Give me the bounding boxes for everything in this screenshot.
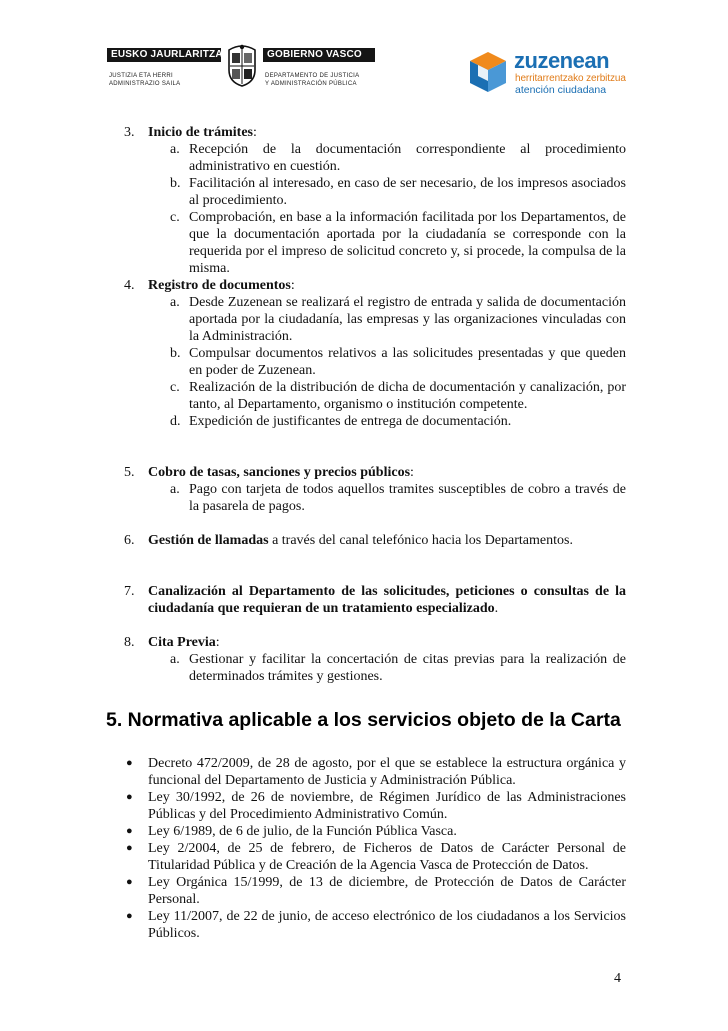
item-5-title: Cobro de tasas, sanciones y precios públicos <box>148 465 411 480</box>
item-6-heading <box>148 532 626 549</box>
zuzenean-cube-icon <box>466 50 510 94</box>
basque-government-logo <box>107 44 377 104</box>
item-8-title: Cita Previa <box>148 635 216 650</box>
zuzenean-logo <box>466 50 631 110</box>
item-7-heading <box>148 583 626 617</box>
item-4c-text: Realización de la distribución de dicha de documentación y canalización, por tanto, al Departamento, organismo o institución competente. <box>189 380 626 412</box>
law-bullet-3: Ley 6/1989, de 6 de julio, de la Función Pública Vasca. <box>148 824 457 839</box>
item-4c-number: c. <box>170 380 180 395</box>
bullet-dot-1: ● <box>126 757 133 769</box>
gobierno-vasco-subtitle <box>265 72 359 88</box>
gobierno-vasco-title: GOBIERNO VASCO <box>263 48 375 62</box>
bullet-dot-3: ● <box>126 825 133 837</box>
eusko-jaurlaritza-title: EUSKO JAURLARITZA <box>107 48 221 62</box>
item-3-number: 3. <box>124 125 135 140</box>
item-4b-number: b. <box>170 346 181 361</box>
bullet-dot-4: ● <box>126 842 133 854</box>
item-3-title: Inicio de trámites <box>148 125 253 140</box>
bullet-dot-5: ● <box>126 876 133 888</box>
item-5-heading <box>148 464 626 481</box>
zuzenean-tagline-spanish: atención ciudadana <box>515 84 607 96</box>
item-3c-text: Comprobación, en base a la información facilitada por los Departamentos, de que la documentación aportada por la ciudadanía se corresponde con la requerida por el impreso de solicitud concreto y, si procede, la compulsa de la misma. <box>189 210 626 276</box>
item-5-rest: : <box>410 465 414 480</box>
item-8a-text: Gestionar y facilitar la concertación de citas previas para la realización de determinados trámites y gestiones. <box>189 652 626 684</box>
item-5a-number: a. <box>170 482 180 497</box>
item-3b-text: Facilitación al interesado, en caso de ser necesario, de los impresos asociados al procedimiento. <box>189 176 626 208</box>
item-8a-number: a. <box>170 652 180 667</box>
item-7-title: Canalización al Departamento de las solicitudes, peticiones o consultas de la ciudadanía que requieran de un tratamiento especializado <box>148 584 626 616</box>
item-3c-number: c. <box>170 210 180 225</box>
law-bullet-4: Ley 2/2004, de 25 de febrero, de Ficheros de Datos de Carácter Personal de Titularidad Pública y de Creación de la Agencia Vasca de Protección de Datos. <box>148 841 626 873</box>
item-7-number: 7. <box>124 584 135 599</box>
item-3-heading <box>148 124 626 141</box>
item-3a-number: a. <box>170 142 180 157</box>
item-4-number: 4. <box>124 278 135 293</box>
item-4-heading <box>148 277 626 294</box>
item-4d-text: Expedición de justificantes de entrega de documentación. <box>189 414 512 429</box>
item-8-number: 8. <box>124 635 135 650</box>
law-bullet-6: Ley 11/2007, de 22 de junio, de acceso electrónico de los ciudadanos a los Servicios Públicos. <box>148 909 626 941</box>
item-6-title: Gestión de llamadas <box>148 533 269 548</box>
gv-sub-line-1: DEPARTAMENTO DE JUSTICIA <box>265 73 360 79</box>
bullet-dot-6: ● <box>126 910 133 922</box>
item-4b-text: Compulsar documentos relativos a las solicitudes presentadas y que queden en poder de Zuzenean. <box>189 346 626 378</box>
item-3-rest: : <box>252 125 257 140</box>
item-8-rest: : <box>215 635 220 650</box>
page-number: 4 <box>614 971 621 986</box>
bullet-dot-2: ● <box>126 791 133 803</box>
law-bullet-2: Ley 30/1992, de 26 de noviembre, de Régimen Jurídico de las Administraciones Públicas y del Procedimiento Administrativo Común. <box>148 790 626 822</box>
item-3a-text: Recepción de la documentación correspondiente al procedimiento administrativo en cuestión. <box>189 142 626 174</box>
section-5-heading: 5. Normativa aplicable a los servicios objeto de la Carta <box>106 709 621 731</box>
ej-sub-line-2: ADMINISTRAZIO SAILA <box>109 81 181 87</box>
item-5a-text: Pago con tarjeta de todos aquellos tramites susceptibles de cobro a través de la pasarela de pagos. <box>189 482 626 514</box>
item-4a-number: a. <box>170 295 180 310</box>
ej-sub-line-1: JUSTIZIA ETA HERRI <box>109 73 173 79</box>
item-6-rest: a través del canal telefónico hacia los Departamentos. <box>268 533 573 548</box>
zuzenean-tagline-basque: herritarrentzako zerbitzua <box>515 73 626 84</box>
item-6-number: 6. <box>124 533 135 548</box>
zuzenean-brand-name: zuzenean <box>514 48 610 73</box>
law-bullet-5: Ley Orgánica 15/1999, de 13 de diciembre, de Protección de Datos de Carácter Personal. <box>148 875 626 907</box>
item-5-number: 5. <box>124 465 135 480</box>
eusko-jaurlaritza-subtitle <box>109 72 180 88</box>
coat-of-arms-icon <box>225 44 259 88</box>
gv-sub-line-2: Y ADMINISTRACIÓN PÚBLICA <box>265 81 357 87</box>
item-7-rest: . <box>494 601 499 616</box>
item-8-heading <box>148 634 626 651</box>
item-4d-number: d. <box>170 414 181 429</box>
item-4-title: Registro de documentos <box>148 278 291 293</box>
item-4a-text: Desde Zuzenean se realizará el registro de entrada y salida de documentación aportada por la ciudadanía, las empresas y las organizaciones vinculadas con la Administración. <box>189 295 626 344</box>
law-bullet-1: Decreto 472/2009, de 28 de agosto, por el que se establece la estructura orgánica y funcional del Departamento de Justicia y Administración Pública. <box>148 756 626 788</box>
item-3b-number: b. <box>170 176 181 191</box>
item-4-rest: : <box>290 278 295 293</box>
